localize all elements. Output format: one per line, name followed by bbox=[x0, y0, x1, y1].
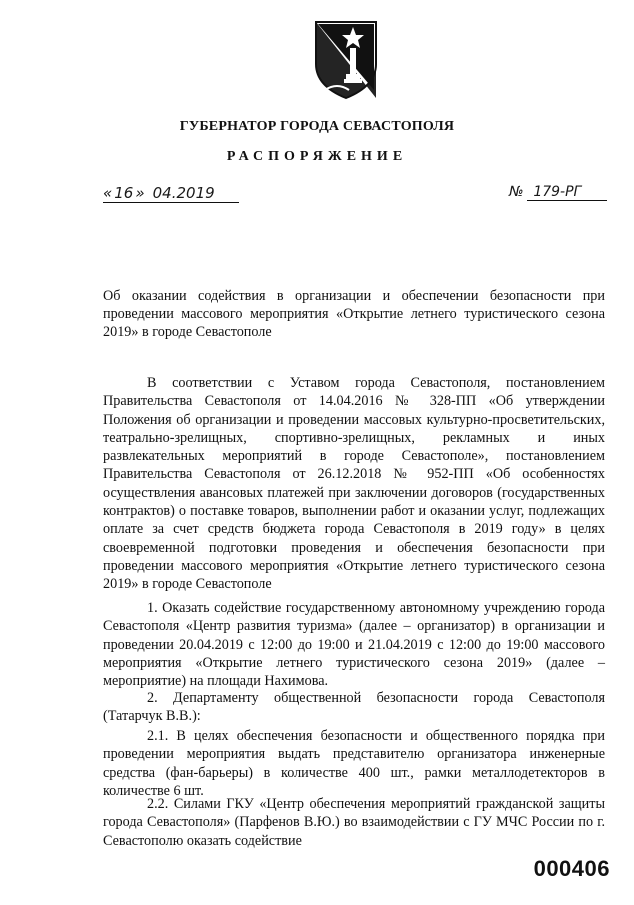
clause-2-1: 2.1. В целях обеспечения безопасности и общественного порядка при проведении мероприятия выдать представителю организатора инженерные средства (фан-барьеры) в количестве 400 шт., рамки металлодетекторов в количестве 6 шт. bbox=[103, 728, 605, 799]
clause-1: 1. Оказать содействие государственному автономному учреждению города Севастополя «Центр развития туризма» (далее – организатор) в организации и проведении 20.04.2019 с 12:00 до 19:00 и 21.04.2019 с 12:00 до 19:00 массового мероприятия «Открытие летнего туристического сезона 2019» (далее – мероприятие) на площади Нахимова. bbox=[103, 600, 605, 690]
sevastopol-coat-of-arms-icon bbox=[313, 20, 379, 100]
issuing-authority: ГУБЕРНАТОР ГОРОДА СЕВАСТОПОЛЯ bbox=[179, 119, 455, 134]
date-day: 16 bbox=[114, 184, 134, 202]
preamble-paragraph: В соответствии с Уставом города Севастополя, постановлением Правительства Севастополя от 14.04.2016 № 328-ПП «Об утверждении Положения об организации и проведении массовых культурно-просветительских, театрально-зрелищных, спортивно-зрелищных, рекламных и иных развлекательных мероприятий в городе Севастополе», постановлением Правительства Севастополя от 26.12.2018 № 952-ПП «Об особенностях осуществления авансовых платежей при заключении договоров (государственных контрактов) о поставке товаров, выполнении работ и оказании услуг, подлежащих оплате за счет средств бюджета города Севастополя в 2019 году» в целях своевременной подготовки проведения и обеспечения безопасности при проведении массового мероприятия «Открытие летнего туристического сезона 2019» в городе Севастополе bbox=[103, 375, 605, 593]
date-open-quote: « bbox=[103, 184, 113, 202]
document-serial-number: 000406 bbox=[533, 856, 610, 881]
document-type: РАСПОРЯЖЕНИЕ bbox=[226, 149, 408, 164]
number-value: 179-РГ bbox=[533, 184, 582, 200]
document-title: Об оказании содействия в организации и обеспечении безопасности при проведении массового мероприятия «Открытие летнего туристического сезона 2019» в городе Севастополе bbox=[103, 288, 605, 340]
date-field bbox=[103, 184, 239, 203]
number-field bbox=[527, 184, 607, 201]
document-date bbox=[103, 184, 239, 203]
number-sign: № bbox=[509, 184, 524, 200]
clause-2-2: 2.2. Силами ГКУ «Центр обеспечения мероприятий гражданской защиты города Севастополя» (Парфенов В.Ю.) во взаимодействии с ГУ МЧС России по г. Севастополю оказать содействие bbox=[103, 796, 605, 849]
date-month-year: 04.2019 bbox=[152, 184, 215, 202]
clause-2: 2. Департаменту общественной безопасности города Севастополя (Татарчук В.В.): bbox=[103, 690, 605, 725]
date-close-quote: » bbox=[135, 184, 145, 202]
document-number bbox=[509, 184, 607, 201]
